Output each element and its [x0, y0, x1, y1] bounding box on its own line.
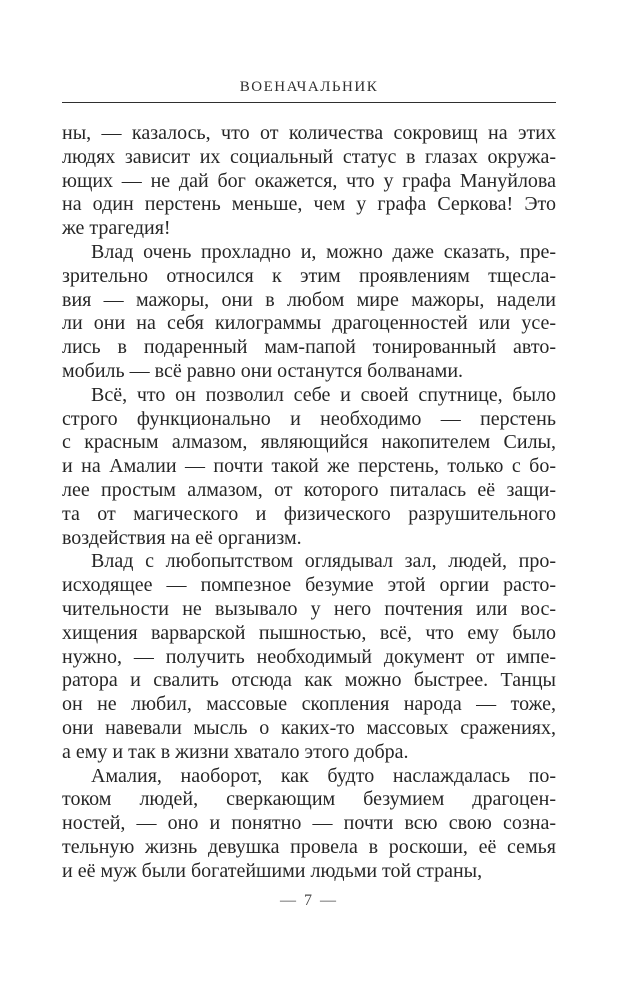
text-line: же трагедия!: [62, 217, 171, 240]
text-line: ны, — казалось, что от количества сокровищ на этих: [62, 122, 556, 144]
text-line: ратора и свалить отсюда как можно быстрее. Танцы: [62, 669, 556, 692]
text-line: и её муж были богатейшими людьми той страны,: [62, 859, 483, 882]
text-line: людях зависит их социальный статус в глазах окружа-: [62, 145, 556, 168]
text-line: исходящее — помпезное безумие этой оргии расто-: [62, 574, 556, 597]
text-line: вия — мажоры, они в любом мире мажоры, надели: [62, 288, 556, 311]
page-number: — 7 —: [280, 892, 338, 909]
text-line: на один перстень меньше, чем у графа Серкова! Это: [62, 193, 556, 216]
text-line: зрительно относился к этим проявлениям тщесла-: [62, 264, 556, 287]
text-line: ющих — не дай бог окажется, что у графа Мануйлова: [62, 169, 556, 192]
text-line: та от магического и физического разрушительного: [62, 502, 556, 525]
text-line: Всё, что он позволил себе и своей спутнице, было: [91, 383, 556, 406]
text-line: нужно, — получить необходимый документ от импе-: [62, 645, 556, 668]
text-line: они навевали мысль о каких-то массовых сражениях,: [62, 716, 556, 739]
text-line: с красным алмазом, являющийся накопителем Силы,: [62, 431, 556, 454]
header-rule: [62, 102, 556, 103]
text-line: лее простым алмазом, от которого питалась её защи-: [62, 478, 556, 501]
book-text: [62, 122, 556, 884]
text-line: лись в подаренный мам-папой тонированный авто-: [62, 336, 556, 359]
text-line: током людей, сверкающим безумием драгоцен-: [62, 788, 556, 811]
text-line: и на Амалии — почти такой же перстень, только с бо-: [62, 455, 556, 478]
text-line: Амалия, наоборот, как будто наслаждалась по-: [91, 764, 556, 787]
text-line: мобиль — всё равно они останутся болванами.: [62, 359, 464, 382]
text-line: он не любил, массовые скопления народа — тоже,: [62, 693, 556, 716]
text-line: строго функционально и необходимо — перстень: [62, 407, 556, 430]
text-line: тельную жизнь девушка провела в роскоши, её семья: [62, 835, 556, 858]
text-line: а ему и так в жизни хватало этого добра.: [62, 740, 409, 763]
text-line: Влад очень прохладно и, можно даже сказать, пре-: [91, 240, 556, 263]
text-line: чительности не вызывало у него почтения или вос-: [62, 597, 556, 620]
text-line: ли они на себя килограммы драгоценностей или усе-: [62, 312, 556, 335]
text-line: Влад с любопытством оглядывал зал, людей, про-: [91, 550, 556, 573]
running-header-title: ВОЕНАЧАЛЬНИК: [239, 79, 379, 95]
text-line: ностей, — оно и понятно — почти всю свою созна-: [62, 812, 556, 835]
text-line: воздействия на её организм.: [62, 526, 302, 549]
text-line: хищения варварской пышностью, всё, что ему было: [62, 621, 556, 644]
